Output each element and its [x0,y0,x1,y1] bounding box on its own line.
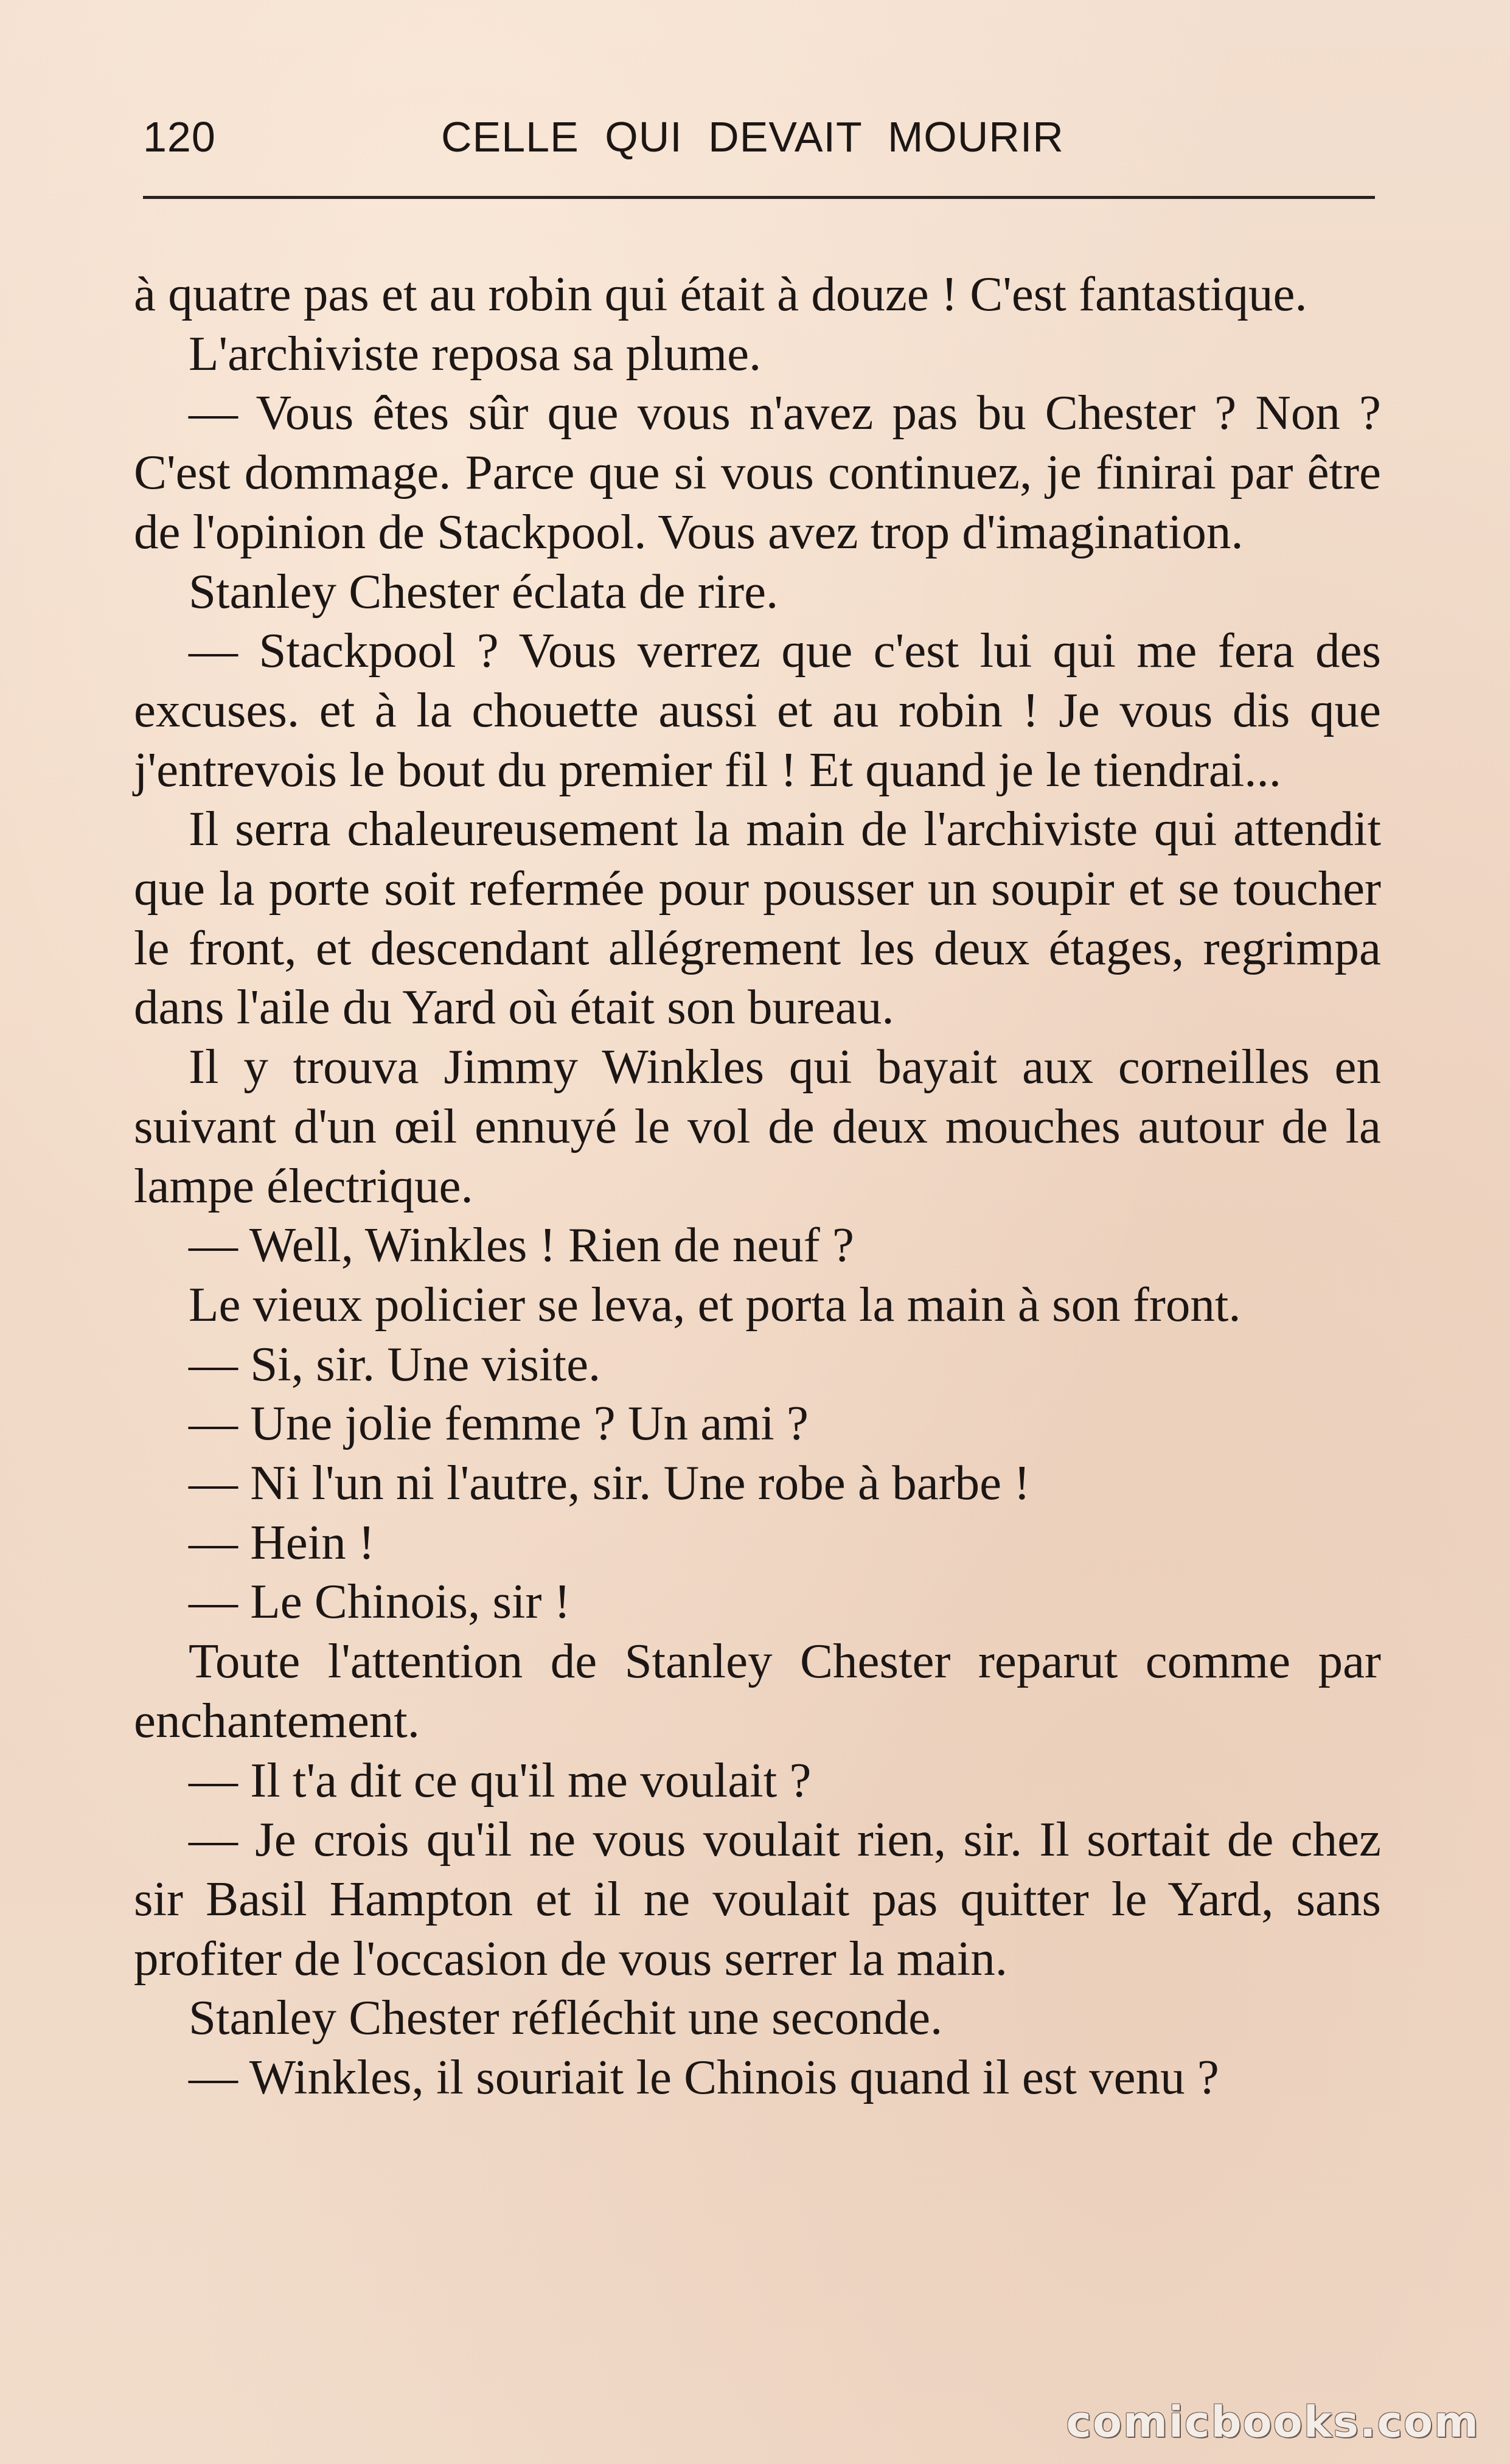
paragraph: Il y trouva Jimmy Winkles qui bayait aux corneilles en suivant d'un œil ennuyé le vol de deux mouches autour de la lampe électrique. [134,1039,1381,1213]
body-text [134,265,1381,2107]
paragraph: Stanley Chester éclata de rire. [189,563,779,619]
paragraph: — Il t'a dit ce qu'il me voulait ? [189,1752,812,1808]
header-divider [143,196,1375,199]
paragraph: — Well, Winkles ! Rien de neuf ? [189,1217,854,1273]
paragraph: — Vous êtes sûr que vous n'avez pas bu Chester ? Non ? C'est dommage. Parce que si vous continuez, je finirai par être de l'opinion de Stackpool. Vous avez trop d'imagination. [134,385,1381,559]
paragraph: Le vieux policier se leva, et porta la main à son front. [189,1276,1241,1332]
page-number: 120 [143,113,216,161]
page-header [143,113,1375,173]
paragraph: — Winkles, il souriait le Chinois quand il est venu ? [189,2050,1219,2105]
paragraph: — Le Chinois, sir ! [189,1574,571,1629]
paragraph: — Hein ! [189,1514,375,1570]
running-title: CELLE QUI DEVAIT MOURIR [441,113,1064,161]
paragraph: à quatre pas et au robin qui était à douze ! C'est fantastique. [134,266,1307,321]
paragraph: Stanley Chester réfléchit une seconde. [189,1990,943,2045]
paragraph: Toute l'attention de Stanley Chester reparut comme par enchantement. [134,1634,1381,1748]
paragraph: — Si, sir. Une visite. [189,1336,601,1391]
paragraph: L'archiviste reposa sa plume. [189,325,762,381]
paragraph: — Je crois qu'il ne vous voulait rien, sir. Il sortait de chez sir Basil Hampton et il ne voulait pas quitter le Yard, sans profiter de l'occasion de vous serrer la main. [134,1812,1381,1986]
paragraph: — Une jolie femme ? Un ami ? [189,1396,809,1451]
paragraph: Il serra chaleureusement la main de l'archiviste qui attendit que la porte soit refermée pour pousser un soupir et se toucher le front, et descendant allégrement les deux étages, regrimpa dans l'aile du Yard où était son bureau. [134,801,1381,1035]
paragraph: — Ni l'un ni l'autre, sir. Une robe à barbe ! [189,1455,1031,1511]
watermark: comicbooks.com [1066,2397,1480,2447]
paragraph: — Stackpool ? Vous verrez que c'est lui qui me fera des excuses. et à la chouette aussi et au robin ! Je vous dis que j'entrevois le bout du premier fil ! Et quand je le tiendrai... [134,623,1381,797]
